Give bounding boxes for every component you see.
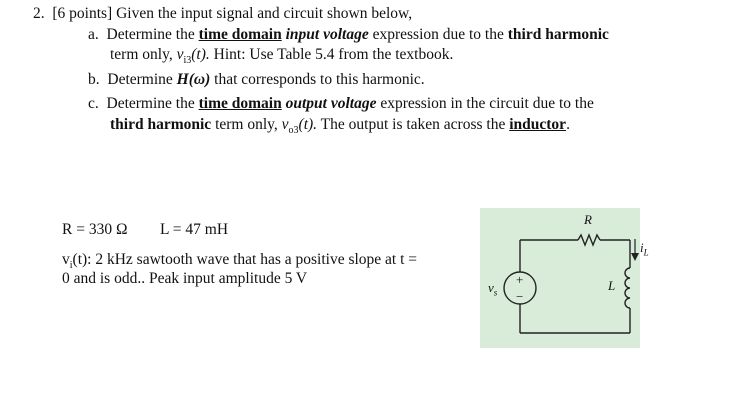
source-label: [488, 278, 497, 303]
part-c-arg: (t).: [298, 116, 318, 133]
part-a-arg: (t).: [191, 46, 210, 63]
source-plus: +: [516, 272, 524, 287]
source-var: v: [488, 280, 494, 295]
given-l: L = 47 mH: [160, 221, 229, 238]
given-text-1: (t): 2 kHz sawtooth wave that has a positive slope at t =: [72, 251, 418, 268]
source-sub: s: [493, 287, 498, 298]
part-c-output-text: The output is taken across the: [320, 116, 506, 133]
part-a-text: Determine the: [106, 26, 195, 43]
part-c-inductor: inductor: [509, 116, 567, 133]
current-var: i: [640, 240, 644, 255]
part-a-line-2: [110, 45, 453, 71]
current-label: [640, 238, 649, 263]
part-c-text: Determine the: [106, 95, 195, 112]
resistor-label: R: [584, 212, 592, 227]
part-c-third-harmonic: third harmonic: [110, 116, 212, 133]
part-a-input-voltage: input voltage: [285, 26, 369, 43]
part-c-sub: o3: [288, 125, 299, 137]
question-intro: Given the input signal and circuit shown below,: [116, 5, 413, 22]
current-arrow-icon: [630, 238, 640, 262]
part-c-line-1: [88, 94, 594, 114]
part-c-marker: c.: [88, 95, 99, 112]
current-sub: L: [643, 247, 649, 258]
part-a-text-mid: expression due to the: [372, 26, 504, 43]
given-var: v: [62, 251, 70, 268]
source-minus: −: [516, 289, 524, 304]
given-line-2: 0 and is odd.. Peak input amplitude 5 V: [62, 270, 308, 287]
part-c-line-2: [110, 115, 570, 141]
part-a-hint: Hint: Use Table 5.4 from the textbook.: [213, 46, 454, 63]
part-c-period: .: [566, 116, 570, 133]
circuit-svg: [480, 208, 640, 348]
part-c-term-only: term only,: [215, 116, 278, 133]
inductor-coil: [625, 268, 630, 308]
question-points: [6 points]: [52, 5, 113, 22]
question-number: 2.: [33, 5, 45, 22]
part-c-var: v: [281, 116, 289, 133]
given-r: R = 330 Ω: [62, 221, 128, 238]
part-c-output-voltage: output voltage: [285, 95, 377, 112]
part-a-var: v: [176, 46, 184, 63]
part-b-h-omega: H(ω): [176, 71, 211, 88]
part-a-marker: a.: [88, 26, 99, 43]
part-a-term-only: term only,: [110, 46, 173, 63]
part-b-line: [88, 70, 425, 90]
circuit-diagram: [480, 208, 640, 348]
part-c-text-post: expression in the circuit due to the: [380, 95, 594, 112]
resistor-zigzag: [578, 235, 600, 245]
given-sub: i: [69, 260, 73, 272]
part-b-text: Determine: [107, 71, 173, 88]
part-b-marker: b.: [88, 71, 100, 88]
part-a-sub: i3: [183, 55, 192, 67]
part-c-time-domain: time domain: [198, 95, 282, 112]
part-a-line-1: [88, 25, 609, 45]
part-a-third-harmonic: third harmonic: [507, 26, 609, 43]
part-a-time-domain: time domain: [198, 26, 282, 43]
inductor-label: L: [608, 278, 616, 293]
question-header: [33, 4, 412, 24]
part-b-text-post: that corresponds to this harmonic.: [214, 71, 425, 88]
